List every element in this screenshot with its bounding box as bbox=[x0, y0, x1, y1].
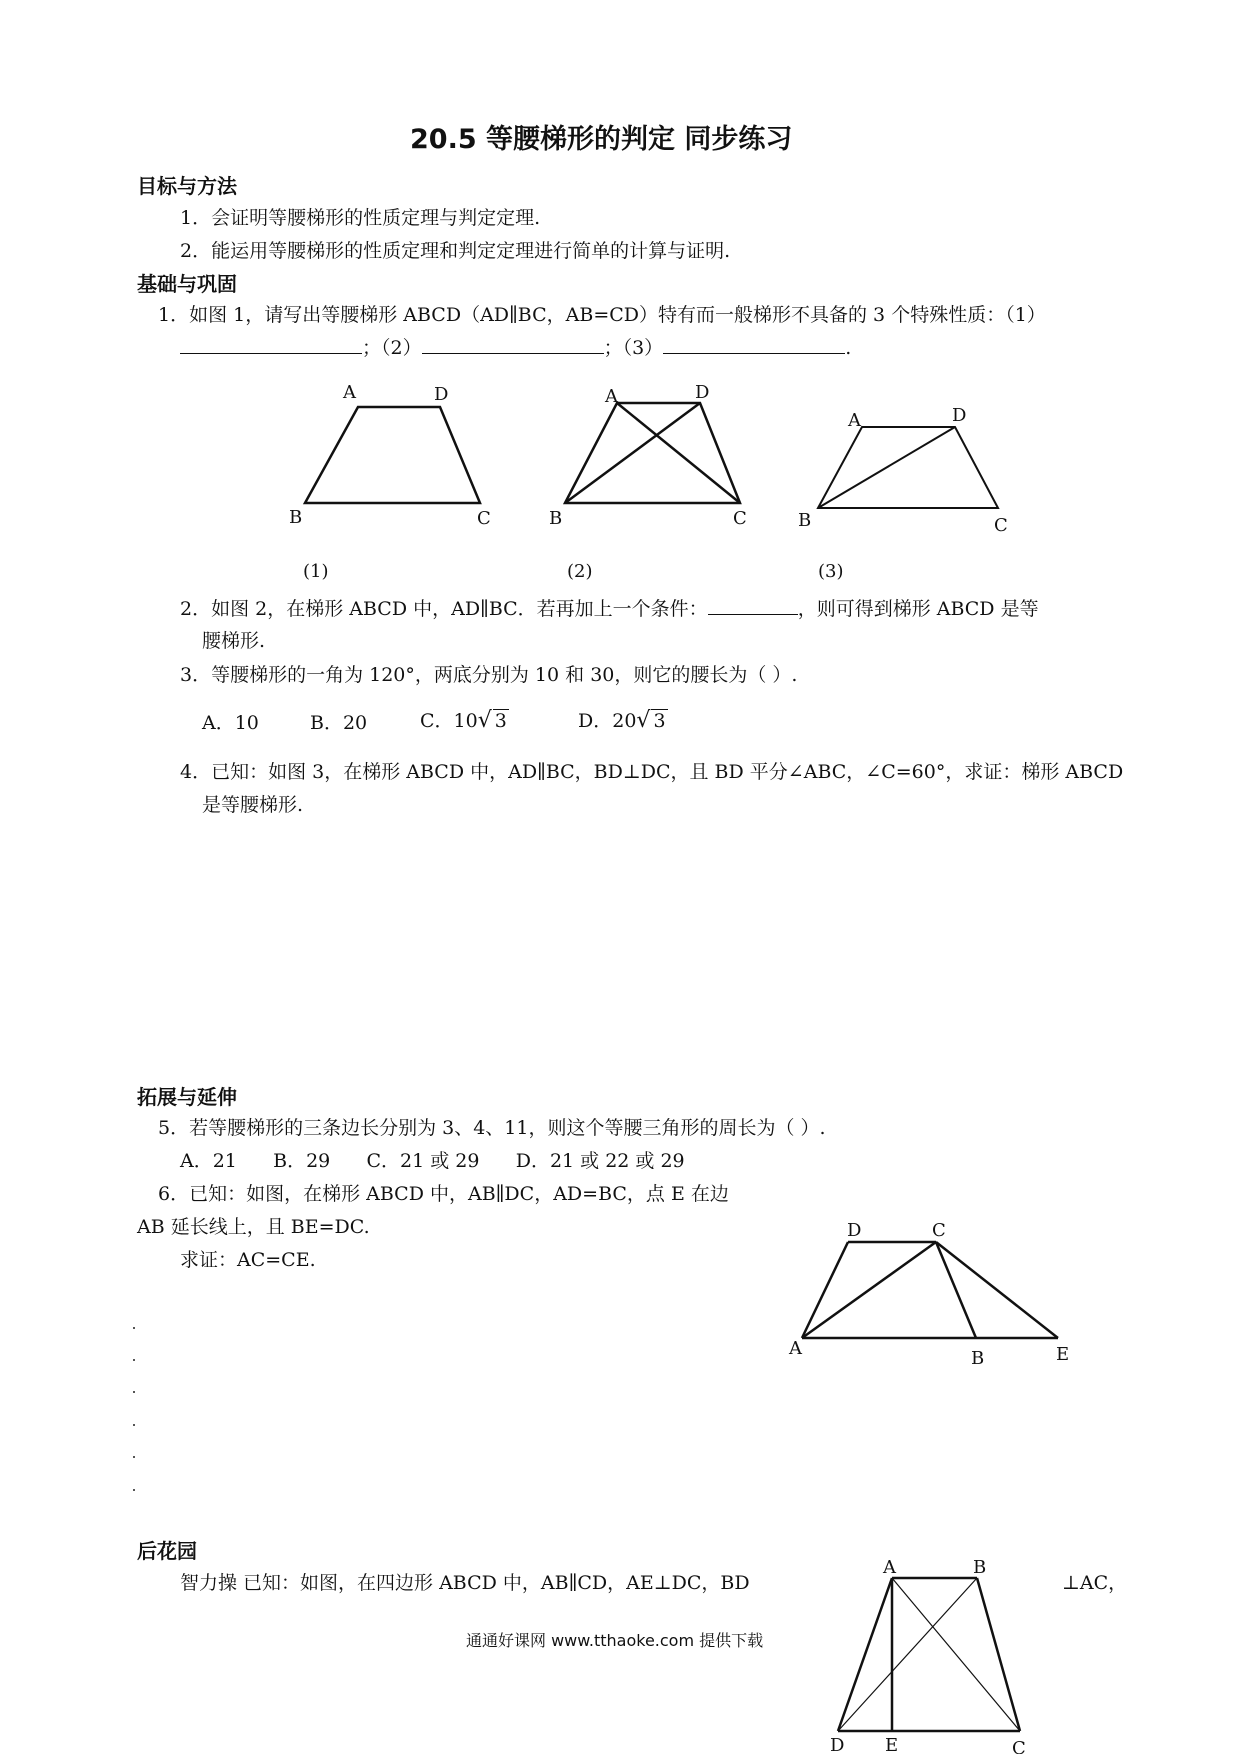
fig2-label-c: C bbox=[733, 508, 747, 529]
fig6-label-b: B bbox=[971, 1348, 985, 1369]
margin-dot bbox=[133, 1456, 135, 1458]
fig2-label-b: B bbox=[549, 508, 563, 529]
q2-text: 2．如图 2，在梯形 ABCD 中，AD∥BC．若再加上一个条件： bbox=[180, 598, 708, 620]
q1-end: . bbox=[845, 337, 852, 359]
page-footer: 通通好课网 www.tthaoke.com 提供下载 bbox=[466, 1631, 764, 1650]
question-5-options: A．21 B．29 C．21 或 29 D．21 或 22 或 29 bbox=[180, 1150, 685, 1172]
figure-1-trapezoid bbox=[305, 407, 480, 503]
question-2-text bbox=[180, 594, 1039, 621]
garden-text: 智力操 已知：如图，在四边形 ABCD 中，AB∥CD，AE⊥DC，BD bbox=[180, 1572, 750, 1594]
goal-item-2: 2．能运用等腰梯形的性质定理和判定定理进行简单的计算与证明. bbox=[180, 240, 731, 262]
question-6-line1: 6．已知：如图，在梯形 ABCD 中，AB∥DC，AD=BC，点 E 在边 bbox=[158, 1183, 729, 1205]
fig1-label-c: C bbox=[477, 508, 491, 529]
fig3-label-d: D bbox=[952, 405, 967, 426]
figure-2-caption: (2) bbox=[567, 561, 593, 582]
fig3-label-c: C bbox=[994, 515, 1008, 536]
figure-1-caption: (1) bbox=[303, 561, 329, 582]
question-4-line1: 4．已知：如图 3，在梯形 ABCD 中，AD∥BC，BD⊥DC，且 BD 平分∠ABC，∠C=60°，求证：梯形 ABCD bbox=[180, 761, 1124, 783]
margin-dot bbox=[133, 1489, 135, 1491]
question-5-text: 5．若等腰梯形的三条边长分别为 3、4、11，则这个等腰三角形的周长为（ ）. bbox=[158, 1117, 826, 1139]
page-title: 20.5 等腰梯形的判定 同步练习 bbox=[410, 124, 793, 155]
section-basics-heading: 基础与巩固 bbox=[137, 272, 237, 296]
q3-option-d: D．20√ 3 bbox=[578, 708, 666, 733]
q3-option-b: B．20 bbox=[310, 712, 368, 734]
garden-text-tail: ⊥AC， bbox=[1062, 1572, 1128, 1594]
fig7-label-a: A bbox=[883, 1557, 896, 1578]
q3-option-c: C．10√ 3 bbox=[420, 708, 507, 733]
section-garden-heading: 后花园 bbox=[137, 1539, 197, 1563]
question-2-line2: 腰梯形. bbox=[202, 630, 266, 652]
radical-icon: √ bbox=[636, 708, 651, 733]
question-3-text: 3．等腰梯形的一角为 120°，两底分别为 10 和 30，则它的腰长为（ ）. bbox=[180, 664, 798, 686]
margin-dot bbox=[133, 1391, 135, 1393]
figure-2-trapezoid-diagonals bbox=[565, 403, 740, 503]
figure-3-caption: (3) bbox=[818, 561, 844, 582]
question-6-line2: AB 延长线上，且 BE=DC. bbox=[137, 1216, 370, 1238]
q1-sep-2: ；（2） bbox=[362, 337, 422, 359]
figure-garden bbox=[820, 1545, 1040, 1754]
fig2-label-a: A bbox=[605, 386, 618, 407]
fig6-label-d: D bbox=[847, 1220, 862, 1241]
fig1-label-d: D bbox=[434, 384, 449, 405]
q1-sep-3: ；（3） bbox=[603, 337, 664, 359]
figure-q6 bbox=[780, 1210, 1090, 1370]
question-6-line3: 求证：AC=CE. bbox=[180, 1249, 316, 1271]
goal-item-1: 1．会证明等腰梯形的性质定理与判定定理. bbox=[180, 207, 541, 229]
fig7-label-d: D bbox=[830, 1735, 845, 1754]
question-4-line2: 是等腰梯形. bbox=[202, 794, 304, 816]
fig7-label-c: C bbox=[1012, 1738, 1026, 1754]
margin-dot bbox=[133, 1359, 135, 1361]
fig3-label-a: A bbox=[848, 410, 861, 431]
answer-blank-q2[interactable] bbox=[708, 596, 798, 615]
fig6-label-c: C bbox=[932, 1220, 946, 1241]
margin-dot bbox=[133, 1327, 135, 1329]
radical-icon: √ bbox=[477, 708, 492, 733]
section-extension-heading: 拓展与延伸 bbox=[137, 1085, 237, 1109]
fig1-label-b: B bbox=[289, 507, 303, 528]
fig6-label-e: E bbox=[1056, 1344, 1070, 1365]
margin-dot bbox=[133, 1424, 135, 1426]
figure-3-trapezoid-diagonal bbox=[818, 427, 998, 508]
fig6-label-a: A bbox=[789, 1338, 802, 1359]
question-1-text: 1．如图 1，请写出等腰梯形 ABCD（AD∥BC，AB=CD）特有而一般梯形不具备的 3 个特殊性质：（1） bbox=[158, 304, 1046, 326]
q2-text-after: ，则可得到梯形 ABCD 是等 bbox=[797, 598, 1039, 620]
figures-1-3 bbox=[0, 0, 1240, 600]
fig7-label-b: B bbox=[973, 1557, 987, 1578]
q3-option-a: A．10 bbox=[202, 712, 259, 734]
fig1-label-a: A bbox=[343, 382, 356, 403]
fig7-label-e: E bbox=[885, 1735, 899, 1754]
fig3-label-b: B bbox=[798, 510, 812, 531]
fig2-label-d: D bbox=[695, 382, 710, 403]
section-goals-heading: 目标与方法 bbox=[137, 174, 237, 198]
